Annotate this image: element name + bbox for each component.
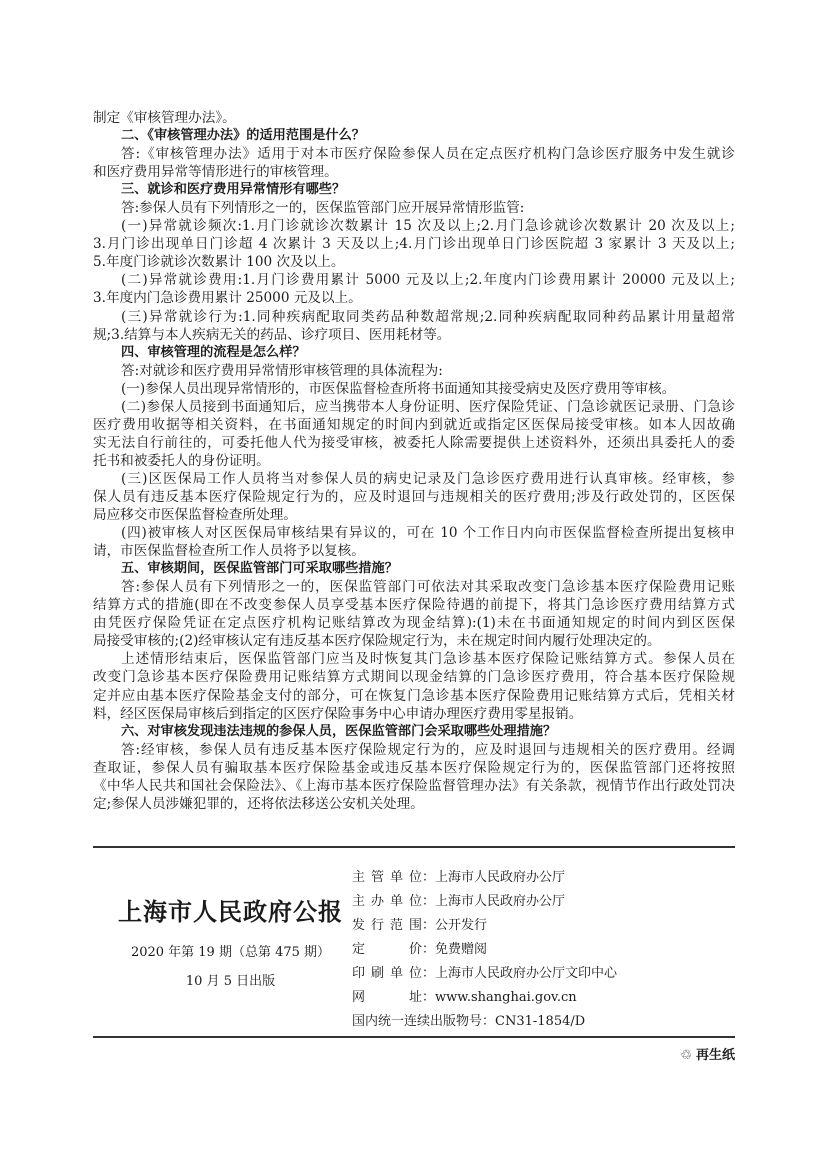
paragraph bbox=[93, 271, 735, 307]
colon: ： bbox=[422, 966, 436, 981]
paragraph bbox=[93, 199, 735, 217]
paragraph bbox=[93, 109, 735, 127]
info-row bbox=[352, 914, 617, 938]
info-value: CN31-1854/D bbox=[495, 1014, 586, 1029]
paragraph bbox=[93, 398, 735, 470]
colon: ： bbox=[422, 870, 436, 885]
text-line: (一)参保人员出现异常情形的，市医保监督检查所将书面通知其接受病史及医疗费用等审核。 bbox=[121, 380, 676, 397]
colon: ： bbox=[422, 990, 436, 1005]
text-line: 改变门急诊基本医疗保险费用记账结算方式期间以现金结算的门急诊医疗费用，符合基本医疗保险规 bbox=[93, 669, 735, 686]
paragraph bbox=[93, 145, 735, 181]
text-line: 托书和被委托人的身份证明。 bbox=[93, 452, 270, 469]
info-value: 上海市人民政府办公厅 bbox=[435, 894, 566, 909]
text-line: 五、审核期间，医保监管部门可采取哪些措施？ bbox=[121, 561, 398, 577]
section-heading bbox=[93, 723, 735, 741]
text-line: 制定《审核管理办法》。 bbox=[93, 110, 236, 126]
text-line: 3.年度内门急诊费用累计 25000 元及以上。 bbox=[93, 290, 362, 307]
text-line: 上述情形结束后，医保监管部门应当及时恢复其门急诊基本医疗保险记账结算方式。参保人员在 bbox=[121, 651, 735, 668]
info-row bbox=[352, 962, 617, 986]
info-label: 主管单位 bbox=[352, 870, 422, 885]
info-row bbox=[352, 938, 617, 962]
text-line: 答:参保人员有下列情形之一的，医保监管部门应开展异常情形监管: bbox=[121, 200, 525, 217]
text-line: (三)区医保局工作人员将当对参保人员的病史记录及门急诊医疗费用进行认真审核。经审核，参 bbox=[121, 470, 735, 487]
section-heading bbox=[93, 560, 735, 578]
paragraph bbox=[93, 362, 735, 380]
paragraph bbox=[93, 380, 735, 398]
section-heading bbox=[93, 181, 735, 199]
paragraph bbox=[93, 650, 735, 722]
info-label: 网址 bbox=[352, 990, 422, 1005]
top-divider bbox=[93, 846, 735, 848]
bottom-divider bbox=[93, 1036, 735, 1038]
info-label: 主办单位 bbox=[352, 894, 422, 909]
text-line: 定;参保人员涉嫌犯罪的，还将依法移送公安机关处理。 bbox=[93, 795, 424, 812]
text-line: 答:对就诊和医疗费用异常情形审核管理的具体流程为: bbox=[121, 362, 443, 379]
paragraph bbox=[93, 524, 735, 560]
text-line: (三)异常就诊行为:1.同种疾病配取同类药品种数超常规;2.同种疾病配取同种药品累计用量超常 bbox=[121, 308, 735, 325]
text-line: 查取证，参保人员有骗取基本医疗保险基金或违反基本医疗保险规定行为的，医保监管部门还将按照 bbox=[93, 759, 735, 776]
publication-title: 上海市人民政府公报 bbox=[118, 897, 343, 926]
info-label: 印刷单位 bbox=[352, 966, 422, 981]
publish-date: 10 月 5 日出版 bbox=[185, 974, 276, 989]
masthead bbox=[93, 880, 368, 989]
recycled-paper-note bbox=[680, 1044, 735, 1063]
text-line: 结算方式的措施(即在不改变参保人员享受基本医疗保险待遇的前提下，将其门急诊医疗费用结算方式 bbox=[93, 597, 735, 614]
colon: ： bbox=[422, 894, 436, 909]
info-value: 上海市人民政府办公厅文印中心 bbox=[435, 966, 618, 981]
info-row bbox=[352, 890, 617, 914]
recycle-icon: ♲ bbox=[680, 1048, 692, 1063]
text-line: 三、就诊和医疗费用异常情形有哪些？ bbox=[121, 182, 346, 198]
text-line: 规;3.结算与本人疾病无关的药品、诊疗项目、医用耗材等。 bbox=[93, 326, 451, 343]
text-line: 保人员有违反基本医疗保险规定行为的，应及时退回与违规相关的医疗费用;涉及行政处罚的，区医保 bbox=[93, 488, 735, 505]
info-value[interactable]: www.shanghai.gov.cn bbox=[435, 990, 577, 1005]
info-label: 发行范围 bbox=[352, 918, 422, 933]
text-line: 答:参保人员有下列情形之一的，医保监管部门可依法对其采取改变门急诊基本医疗保险费用记账 bbox=[121, 579, 735, 596]
text-line: 局应移交市医保监督检查所处理。 bbox=[93, 507, 297, 524]
paragraph bbox=[93, 217, 735, 271]
text-line: 《中华人民共和国社会保险法》、《上海市基本医疗保险监督管理办法》有关条款，视情节作出行政处罚决 bbox=[93, 777, 735, 794]
section-heading bbox=[93, 127, 735, 145]
paragraph bbox=[93, 470, 735, 524]
paragraph bbox=[93, 741, 735, 813]
paragraph bbox=[93, 578, 735, 650]
info-label: 定价 bbox=[352, 942, 422, 957]
text-line: 3.月门诊出现单日门诊超 4 次累计 3 天及以上;4.月门诊出现单日门诊医院超 3 家累计 3 天及以上; bbox=[93, 236, 735, 253]
text-line: 和医疗费用异常等情形进行的审核管理。 bbox=[93, 164, 338, 181]
text-line: (一)异常就诊频次:1.月门诊就诊次数累计 15 次及以上;2.月门急诊就诊次数累计 20 次及以上; bbox=[121, 218, 735, 235]
paragraph bbox=[93, 308, 735, 344]
info-value: 免费赠阅 bbox=[435, 942, 488, 957]
text-line: 局接受审核的;(2)经审核认定有违反基本医疗保险规定行为，未在规定时间内履行处理决定的。 bbox=[93, 633, 661, 650]
info-label: 国内统一连续出版物号 bbox=[352, 1014, 483, 1029]
info-value: 公开发行 bbox=[435, 918, 488, 933]
info-row bbox=[352, 1010, 617, 1034]
text-line: 二、《审核管理办法》的适用范围是什么？ bbox=[121, 128, 365, 144]
text-line: 定并应由基本医疗保险基金支付的部分，可在恢复门急诊基本医疗保险费用记账结算方式后，凭相关材 bbox=[93, 687, 735, 704]
text-line: 料，经区医保局审核后到指定的区医疗保险事务中心申请办理医疗费用零星报销。 bbox=[93, 705, 583, 722]
text-line: 四、审核管理的流程是怎么样？ bbox=[121, 344, 306, 360]
text-line: (四)被审核人对区医保局审核结果有异议的，可在 10 个工作日内向市医保监督检查所提出复核申 bbox=[121, 525, 735, 542]
section-heading bbox=[93, 344, 735, 362]
colon: ： bbox=[482, 1014, 496, 1029]
colon: ： bbox=[422, 918, 436, 933]
text-line: 请，市医保监督检查所工作人员将予以复核。 bbox=[93, 543, 365, 560]
text-line: 由凭医疗保险凭证在定点医疗机构记账结算改为现金结算):(1)未在书面通知规定的时间内到区医保 bbox=[93, 615, 735, 632]
info-value: 上海市人民政府办公厅 bbox=[435, 870, 566, 885]
colon: ： bbox=[422, 942, 436, 957]
info-row bbox=[352, 986, 617, 1010]
info-row bbox=[352, 866, 617, 890]
text-line: (二)异常就诊费用:1.月门诊费用累计 5000 元及以上;2.年度内门诊费用累计 20000 元及以上; bbox=[121, 272, 735, 289]
text-line: 六、对审核发现违法违规的参保人员，医保监管部门会采取哪些处理措施？ bbox=[121, 723, 557, 739]
text-line: 答:《审核管理办法》适用于对本市医疗保险参保人员在定点医疗机构门急诊医疗服务中发生就诊 bbox=[121, 146, 735, 163]
issue-number: 2020 年第 19 期（总第 475 期） bbox=[130, 945, 331, 960]
text-line: 5.年度门诊就诊次数累计 100 次及以上。 bbox=[93, 254, 345, 271]
article-body bbox=[93, 109, 735, 813]
publication-info bbox=[352, 866, 617, 1034]
text-line: (二)参保人员接到书面通知后，应当携带本人身份证明、医疗保险凭证、门急诊就医记录册、门急诊 bbox=[121, 398, 735, 415]
recycled-label: 再生纸 bbox=[695, 1048, 735, 1063]
text-line: 实无法自行前往的，可委托他人代为接受审核，被委托人除需要提供上述资料外，还须出具委托人的委 bbox=[93, 434, 735, 451]
text-line: 医疗费用收据等相关资料，在书面通知规定的时间内到就近或指定区医保局接受审核。如本人因故确 bbox=[93, 416, 735, 433]
text-line: 答:经审核，参保人员有违反基本医疗保险规定行为的，应及时退回与违规相关的医疗费用。经调 bbox=[121, 741, 735, 758]
